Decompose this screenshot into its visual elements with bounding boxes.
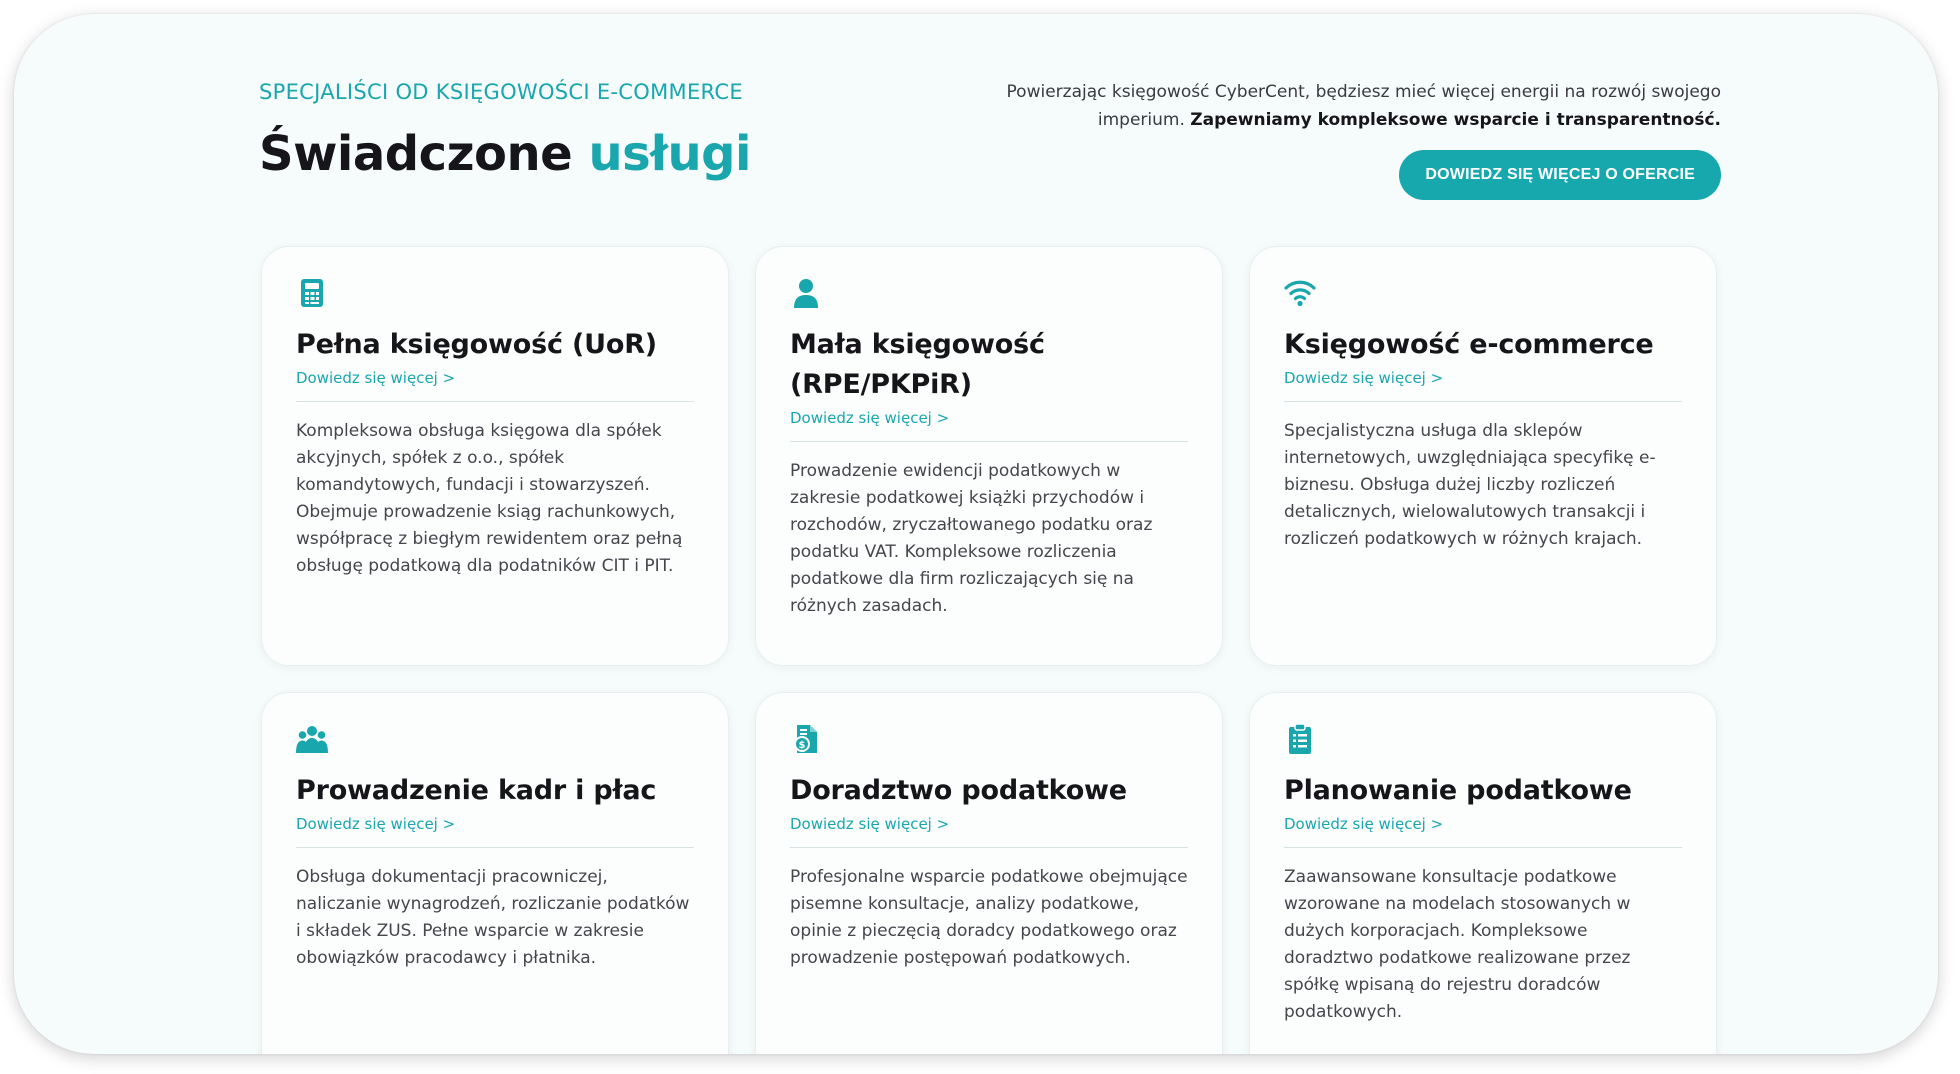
service-card — [261, 246, 729, 666]
learn-more-link[interactable]: Dowiedz się więcej > — [1284, 369, 1444, 387]
service-description: Profesjonalne wsparcie podatkowe obejmujące pisemne konsultacje, analizy podatkowe, opinie z pieczęcią doradcy podatkowego oraz prowadzenie postępowań podatkowych. — [790, 867, 1188, 968]
page-title-main: Świadczone — [259, 126, 573, 182]
service-card — [755, 246, 1223, 666]
service-description: Obsługa dokumentacji pracowniczej, naliczanie wynagrodzeń, rozliczanie podatków i składek ZUS. Pełne wsparcie w zakresie obowiązków pracodawcy i płatnika. — [296, 867, 690, 968]
service-card — [261, 692, 729, 1054]
learn-more-link[interactable]: Dowiedz się więcej > — [790, 815, 950, 833]
services-grid — [261, 246, 1721, 1054]
intro-regular: Powierzając księgowość CyberCent, będziesz mieć więcej energii na rozwój swojego imperium. — [1006, 82, 1721, 130]
tax-document-icon — [790, 723, 822, 755]
service-card — [755, 692, 1223, 1054]
service-title: Doradztwo podatkowe — [790, 775, 1127, 806]
page-title-accent: usługi — [588, 126, 751, 182]
page-frame — [14, 14, 1938, 1054]
intro-bold: Zapewniamy kompleksowe wsparcie i transparentność. — [1190, 110, 1721, 130]
card-divider — [1284, 847, 1682, 848]
service-description: Zaawansowane konsultacje podatkowe wzorowane na modelach stosowanych w dużych korporacjach. Kompleksowe doradztwo podatkowe realizowane przez spółkę wpisaną do rejestru doradców podatkowych. — [1284, 867, 1631, 1022]
card-divider — [790, 847, 1188, 848]
service-card — [1249, 692, 1717, 1054]
clipboard-icon — [1284, 723, 1316, 755]
learn-more-link[interactable]: Dowiedz się więcej > — [790, 409, 950, 427]
section-eyebrow: SPECJALIŚCI OD KSIĘGOWOŚCI E-COMMERCE — [259, 80, 743, 104]
card-divider — [1284, 401, 1682, 402]
card-divider — [296, 401, 694, 402]
learn-more-link[interactable]: Dowiedz się więcej > — [296, 369, 456, 387]
svg-text:$: $ — [798, 740, 806, 751]
intro-text — [941, 78, 1721, 134]
page-title — [259, 126, 751, 182]
service-title: Prowadzenie kadr i płac — [296, 775, 657, 806]
service-description: Prowadzenie ewidencji podatkowych w zakresie podatkowej książki przychodów i rozchodów, zryczałtowanego podatku oraz podatku VAT. Kompleksowe rozliczenia podatkowe dla firm rozliczających się na różnych zasadach. — [790, 461, 1153, 616]
person-icon — [790, 277, 822, 309]
card-divider — [296, 847, 694, 848]
service-card — [1249, 246, 1717, 666]
service-title: Mała księgowość (RPE/PKPiR) — [790, 329, 1045, 400]
service-description: Specjalistyczna usługa dla sklepów internetowych, uwzględniająca specyfikę e-biznesu. Obsługa dużej liczby rozliczeń detalicznych, wielowalutowych transakcji i rozliczeń podatkowych w różnych krajach. — [1284, 421, 1656, 549]
services-section — [247, 14, 1721, 1054]
card-divider — [790, 441, 1188, 442]
wifi-icon — [1284, 277, 1316, 309]
offer-cta-button[interactable]: DOWIEDZ SIĘ WIĘCEJ O OFERCIE — [1399, 150, 1721, 200]
calculator-icon — [296, 277, 328, 309]
service-title: Planowanie podatkowe — [1284, 775, 1632, 806]
people-group-icon — [296, 723, 328, 755]
service-title: Księgowość e-commerce — [1284, 329, 1654, 360]
service-description: Kompleksowa obsługa księgowa dla spółek akcyjnych, spółek z o.o., spółek komandytowych, fundacji i stowarzyszeń. Obejmuje prowadzenie ksiąg rachunkowych, współpracę z biegłym rewidentem oraz pełną obsługę podatkową dla podatników CIT i PIT. — [296, 421, 683, 576]
learn-more-link[interactable]: Dowiedz się więcej > — [296, 815, 456, 833]
service-title: Pełna księgowość (UoR) — [296, 329, 657, 360]
learn-more-link[interactable]: Dowiedz się więcej > — [1284, 815, 1444, 833]
